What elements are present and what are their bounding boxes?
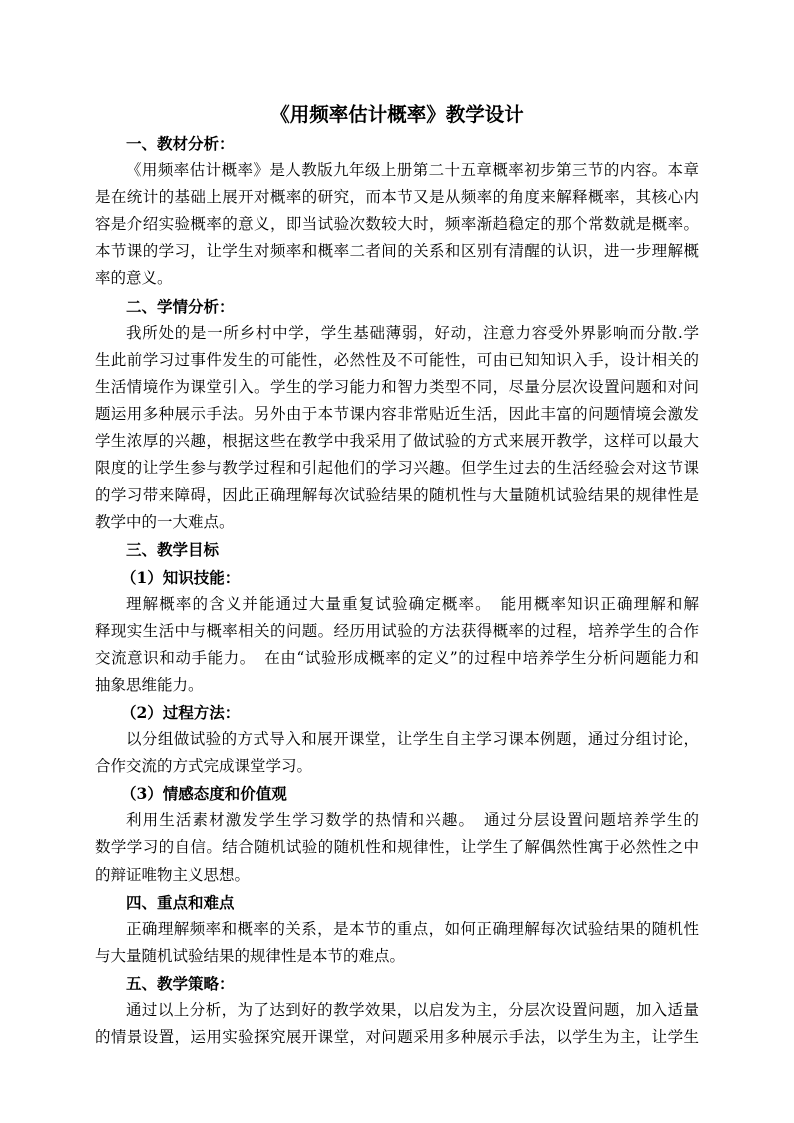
section-teaching-objectives (95, 536, 699, 888)
section-paragraph (95, 320, 699, 537)
paragraph-line: 的情景设置，运用实验探究展开课堂，对问题采用多种展示手法，以学生为主，让学生 (95, 1028, 699, 1047)
section-paragraph (95, 591, 699, 699)
paragraph-line: 我所处的是一所乡村中学，学生基础薄弱，好动，注意力容受外界影响而分散.学 (126, 323, 699, 342)
paragraph-line: 容是介绍实验概率的意义，即当试验次数较大时，频率渐趋稳定的那个常数就是概率。 (95, 215, 699, 234)
paragraph-line: 正确理解频率和概率的关系，是本节的重点，如何正确理解每次试验结果的随机性 (126, 919, 699, 938)
paragraph-line: 的辩证唯物主义思想。 (95, 865, 251, 884)
paragraph-line: 生活情境作为课堂引入。学生的学习能力和智力类型不同，尽量分层次设置问题和对问 (95, 377, 699, 396)
paragraph-line: 是在统计的基础上展开对概率的研究，而本节又是从频率的角度来解释概率，其核心内 (95, 188, 699, 207)
section-heading: 三、教学目标 (126, 540, 220, 560)
section-paragraph (95, 916, 699, 970)
section-paragraph (95, 807, 699, 888)
section-heading: 五、教学策略： (126, 973, 235, 993)
section-key-points (95, 889, 699, 970)
paragraph-line: 与大量随机试验结果的规律性是本节的难点。 (95, 946, 406, 965)
subsection-heading: （2）过程方法： (121, 702, 241, 722)
document-content (95, 100, 699, 1051)
section-textbook-analysis (95, 130, 699, 293)
paragraph-line: 以分组做试验的方式导入和展开课堂，让学生自主学习课本例题，通过分组讨论， (126, 730, 699, 749)
subsection-attitudes-values (95, 780, 699, 888)
paragraph-line: 通过以上分析，为了达到好的教学效果，以启发为主，分层次设置问题，加入适量 (126, 1001, 699, 1019)
paragraph-line: 学生浓厚的兴趣，根据这些在教学中我采用了做试验的方式来展开教学，这样可以最大 (95, 432, 699, 451)
section-heading: 四、重点和难点 (126, 892, 235, 912)
subsection-heading: （1）知识技能： (121, 567, 241, 587)
paragraph-line: 利用生活素材激发学生学习数学的热情和兴趣。 通过分层设置问题培养学生的 (126, 811, 699, 830)
section-teaching-strategy (95, 970, 699, 1051)
section-heading: 一、教材分析： (126, 134, 235, 153)
paragraph-line: 抽象思维能力。 (95, 675, 204, 694)
paragraph-line: 数学学习的自信。结合随机试验的随机性和规律性，让学生了解偶然性寓于必然性之中 (95, 838, 699, 857)
paragraph-line: 限度的让学生参与教学过程和引起他们的学习兴趣。但学生过去的生活经验会对这节课 (95, 459, 699, 478)
section-heading: 二、学情分析： (126, 296, 235, 316)
paragraph-line: 率的意义。 (95, 269, 173, 288)
paragraph-line: 释现实生活中与概率相关的问题。经历用试验的方法获得概率的过程，培养学生的合作 (95, 621, 699, 640)
subsection-knowledge-skills (95, 564, 699, 699)
subsection-heading: （3）情感态度和价值观 (121, 784, 287, 804)
paragraph-line: 交流意识和动手能力。 在由“试验形成概率的定义”的过程中培养学生分析问题能力和 (95, 648, 699, 667)
paragraph-line: 合作交流的方式完成课堂学习。 (95, 757, 313, 776)
document-title: 《用频率估计概率》教学设计 (270, 103, 524, 126)
paragraph-line: 生此前学习过事件发生的可能性，必然性及不可能性，可由已知知识入手，设计相关的 (95, 350, 699, 369)
section-paragraph (95, 997, 699, 1051)
section-paragraph (95, 726, 699, 780)
section-paragraph (95, 157, 699, 292)
paragraph-line: 《用频率估计概率》是人教版九年级上册第二十五章概率初步第三节的内容。本章 (126, 161, 699, 180)
paragraph-line: 本节课的学习，让学生对频率和概率二者间的关系和区别有清醒的认识，进一步理解概 (95, 242, 699, 261)
paragraph-line: 题运用多种展示手法。另外由于本节课内容非常贴近生活，因此丰富的问题情境会激发 (95, 404, 699, 423)
section-student-analysis (95, 293, 699, 537)
subsection-process-methods (95, 699, 699, 780)
paragraph-line: 理解概率的含义并能通过大量重复试验确定概率。 能用概率知识正确理解和解 (126, 594, 699, 613)
paragraph-line: 教学中的一大难点。 (95, 513, 235, 532)
paragraph-line: 的学习带来障碍，因此正确理解每次试验结果的随机性与大量随机试验结果的规律性是 (95, 486, 699, 505)
